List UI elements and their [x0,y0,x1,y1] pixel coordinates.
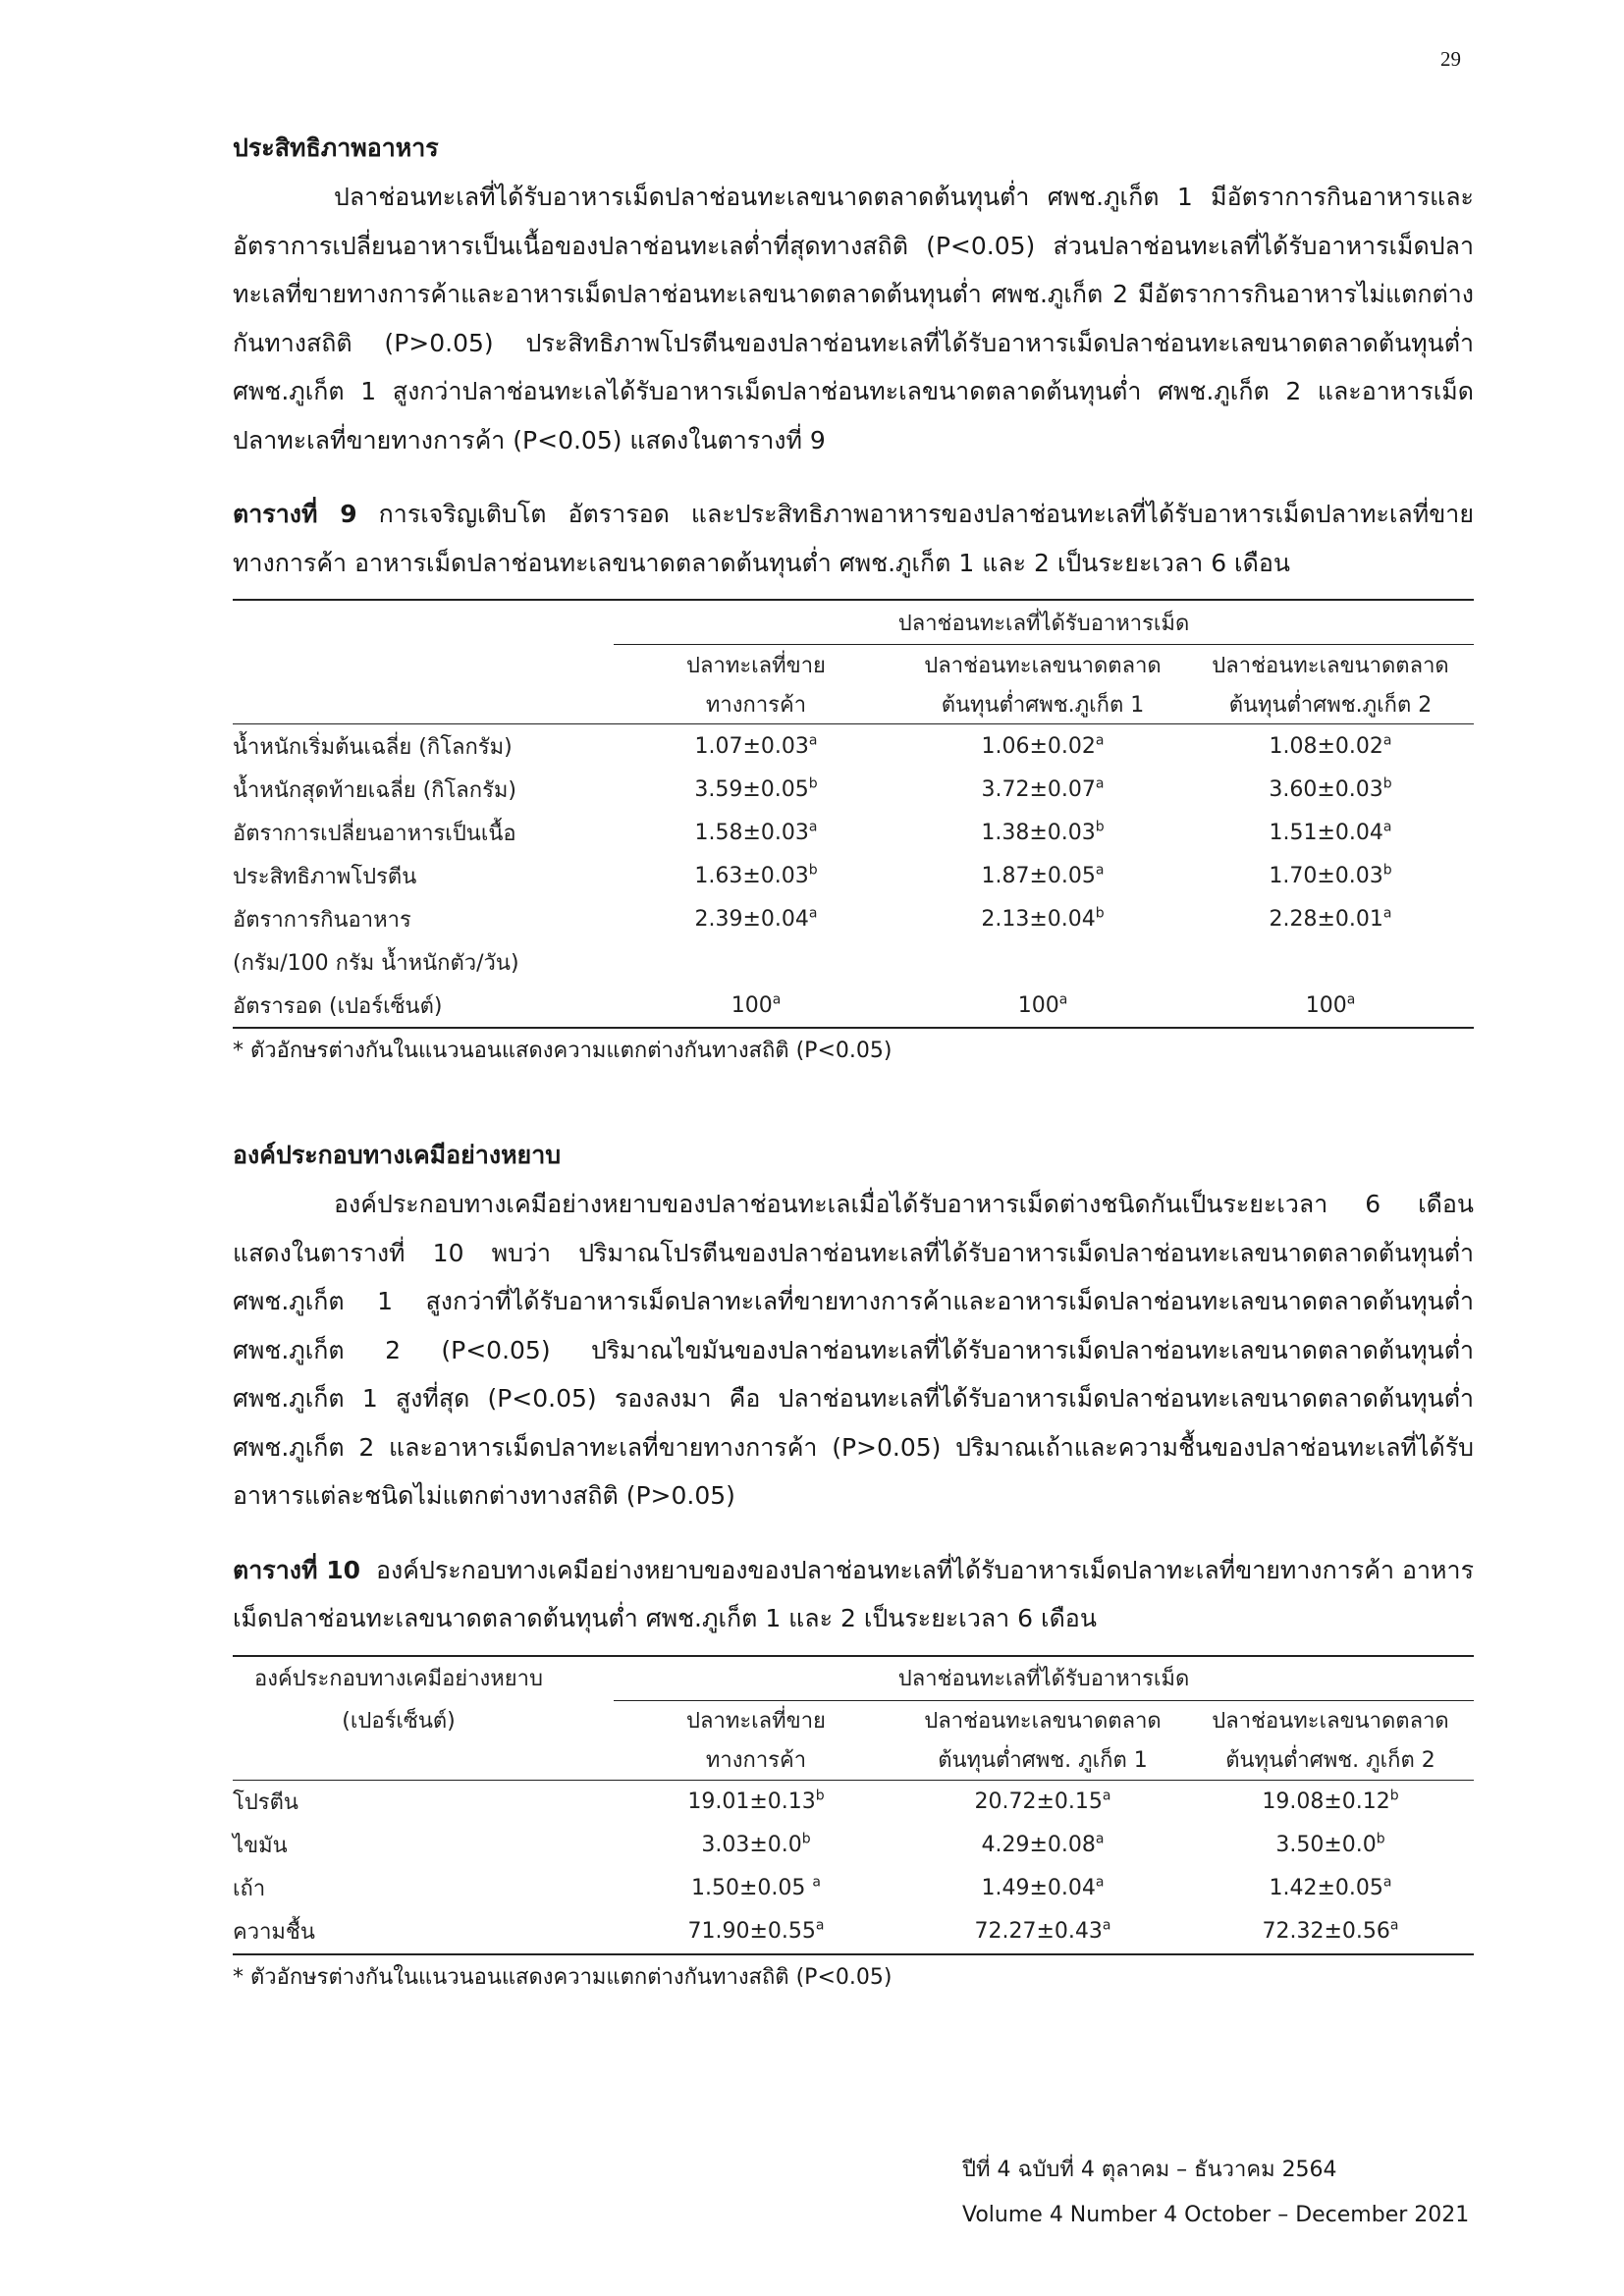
table-cell: 20.72±0.15$^a$ [898,1780,1187,1824]
table-cell: 3.03±0.0$^b$ [701,1831,811,1857]
table10-col1-header-line2: ทางการค้า [705,1748,807,1773]
proximate-composition-paragraph: องค์ประกอบทางเคมีอย่างหยาบของปลาช่อนทะเลเมื่อได้รับอาหารเม็ดต่างชนิดกันเป็นระยะเวลา 6 เดือน แสดงในตารางที่ 10 พบว่า ปริมาณโปรตีนของปลาช่อนทะเลที่ได้รับอาหารเม็ดปลาช่อนทะเลขนาดตลาดต้นทุนต่ำ ศพช.ภูเก็ต 1 สูงกว่าที่ได้รับอาหารเม็ดปลาทะเลที่ขายทางการค้าและอาหารเม็ดปลาช่อนทะเลขนาดตลาดต้นทุนต่ำ ศพช.ภูเก็ต 2 (P<0.05) ปริมาณไขมันของปลาช่อนทะเลที่ได้รับอาหารเม็ดปลาช่อนทะเลขนาดตลาดต้นทุนต่ำ ศพช.ภูเก็ต 1 สูงที่สุด (P<0.05) รองลงมา คือ ปลาช่อนทะเลที่ได้รับอาหารเม็ดปลาช่อนทะเลขนาดตลาดต้นทุนต่ำ ศพช.ภูเก็ต 2 และอาหารเม็ดปลาทะเลที่ขายทางการค้า (P>0.05) ปริมาณเถ้าและความชื้นของปลาช่อนทะเลที่ได้รับอาหารแต่ละชนิดไม่แตกต่างทางสถิติ (P>0.05) [233,1190,1474,1510]
row-label: อัตราการเปลี่ยนอาหารเป็นเนื้อ [233,821,516,846]
section-heading-proximate-composition: องค์ประกอบทางเคมีอย่างหยาบ [233,1141,562,1169]
row-label: อัตราการกินอาหาร [233,907,411,933]
table-cell: 2.28±0.01$^a$ [1269,905,1392,932]
table-cell: 2.13±0.04$^b$ [981,905,1105,932]
row-label: น้ำหนักสุดท้ายเฉลี่ย (กิโลกรัม) [233,777,517,803]
row-label: อัตรารอด (เปอร์เซ็นต์) [233,984,614,1028]
table-row [233,811,1474,854]
table10-col3-header: ปลาช่อนทะเลขนาดตลาด [1212,1709,1449,1734]
table10-row-header-unit: (เปอร์เซ็นต์) [342,1708,456,1734]
table9-col3-header: ปลาช่อนทะเลขนาดตลาด [1212,653,1449,678]
table-cell: 1.49±0.04$^a$ [981,1874,1105,1900]
table-cell: 100$^a$ [614,984,898,1028]
page-content [233,124,1474,1995]
table-cell: 3.72±0.07$^a$ [981,775,1105,802]
table-cell: 72.27±0.43$^a$ [898,1910,1187,1954]
table-cell: 1.07±0.03$^a$ [614,724,898,769]
table9-col2-header: ปลาช่อนทะเลขนาดตลาด [924,653,1162,678]
table-cell: 4.29±0.08$^a$ [981,1831,1105,1857]
table-cell: 1.38±0.03$^b$ [981,819,1105,845]
row-label: น้ำหนักเริ่มต้นเฉลี่ย (กิโลกรัม) [233,724,614,769]
table10-col2-header: ปลาช่อนทะเลขนาดตลาด [924,1709,1162,1734]
table-row [233,1867,1474,1910]
table9-caption-text: การเจริญเติบโต อัตรารอด และประสิทธิภาพอาหารของปลาช่อนทะเลที่ได้รับอาหารเม็ดปลาทะเลที่ขายทางการค้า อาหารเม็ดปลาช่อนทะเลขนาดตลาดต้นทุนต่ำ ศพช.ภูเก็ต 1 และ 2 เป็นระยะเวลา 6 เดือน [233,500,1474,577]
table-cell: 1.51±0.04$^a$ [1269,819,1392,845]
table10-col2-header-line2: ต้นทุนต่ำศพช. ภูเก็ต 1 [938,1748,1148,1773]
row-label: ความชื้น [233,1910,614,1954]
table-cell: 1.06±0.02$^a$ [898,724,1187,769]
table-cell: 1.87±0.05$^a$ [981,862,1105,888]
table-row [233,940,1474,984]
table10-row-header: องค์ประกอบทางเคมีอย่างหยาบ [233,1656,614,1701]
table-cell: 3.59±0.05$^b$ [694,775,818,802]
table9-col3-header-line2: ต้นทุนต่ำศพช.ภูเก็ต 2 [1228,692,1433,718]
footer-thai-issue: ปีที่ 4 ฉบับที่ 4 ตุลาคม – ธันวาคม 2564 [962,2158,1337,2182]
table9-caption-label: ตารางที่ 9 [233,500,357,528]
feed-efficiency-paragraph: ปลาช่อนทะเลที่ได้รับอาหารเม็ดปลาช่อนทะเลขนาดตลาดต้นทุนต่ำ ศพช.ภูเก็ต 1 มีอัตราการกินอาหารและอัตราการเปลี่ยนอาหารเป็นเนื้อของปลาช่อนทะเลต่ำที่สุดทางสถิติ (P<0.05) ส่วนปลาช่อนทะเลที่ได้รับอาหารเม็ดปลาทะเลที่ขายทางการค้าและอาหารเม็ดปลาช่อนทะเลขนาดตลาดต้นทุนต่ำ ศพช.ภูเก็ต 2 มีอัตราการกินอาหารไม่แตกต่างกันทางสถิติ (P>0.05) ประสิทธิภาพโปรตีนของปลาช่อนทะเลที่ได้รับอาหารเม็ดปลาช่อนทะเลขนาดตลาดต้นทุนต่ำ ศพช.ภูเก็ต 1 สูงกว่าปลาช่อนทะเลได้รับอาหารเม็ดปลาช่อนทะเลขนาดตลาดต้นทุนต่ำ ศพช.ภูเก็ต 2 และอาหารเม็ดปลาทะเลที่ขายทางการค้า (P<0.05) แสดงในตารางที่ 9 [233,183,1474,454]
table-cell: 71.90±0.55$^a$ [614,1910,898,1954]
table9-col1-header: ปลาทะเลที่ขาย [686,653,826,678]
table-row [233,854,1474,897]
table10-col3-header-line2: ต้นทุนต่ำศพช. ภูเก็ต 2 [1225,1748,1435,1773]
page-number: 29 [1440,47,1461,71]
table-cell: 2.39±0.04$^a$ [694,905,818,932]
table9-footnote: * ตัวอักษรต่างกันในแนวนอนแสดงความแตกต่างกันทางสถิติ (P<0.05) [233,1039,893,1063]
table-cell: 1.42±0.05$^a$ [1269,1874,1392,1900]
table-row [233,897,1474,940]
table10-footnote: * ตัวอักษรต่างกันในแนวนอนแสดงความแตกต่างกันทางสถิติ (P<0.05) [233,1964,893,1990]
table10-col1-header: ปลาทะเลที่ขาย [686,1709,826,1734]
table-row [233,984,1474,1028]
row-label: ไขมัน [233,1834,288,1858]
table-row [233,724,1474,769]
table9 [233,599,1474,1029]
table9-corner [233,600,614,645]
table10-caption-text: องค์ประกอบทางเคมีอย่างหยาบของของปลาช่อนทะเลที่ได้รับอาหารเม็ดปลาทะเลที่ขายทางการค้า อาหารเม็ดปลาช่อนทะเลขนาดตลาดต้นทุนต่ำ ศพช.ภูเก็ต 1 และ 2 เป็นระยะเวลา 6 เดือน [233,1555,1474,1632]
row-label-continuation: (กรัม/100 กรัม น้ำหนักตัว/วัน) [233,950,519,976]
table-row [233,1824,1474,1867]
table10-group-header: ปลาช่อนทะเลที่ได้รับอาหารเม็ด [614,1656,1474,1701]
table-row [233,1910,1474,1954]
table9-col1-header-line2: ทางการค้า [705,692,807,718]
table-cell: 1.50±0.05 $^a$ [691,1874,821,1900]
table-cell: 72.32±0.56$^a$ [1187,1910,1474,1954]
table-row [233,1780,1474,1824]
table10-caption [233,1546,1474,1643]
section-heading-feed-efficiency: ประสิทธิภาพอาหาร [233,133,439,162]
table-row [233,768,1474,811]
table10-caption-label: ตารางที่ 10 [233,1555,360,1584]
table10 [233,1655,1474,1955]
table-cell: 100$^a$ [1187,984,1474,1028]
table-cell: 19.01±0.13$^b$ [614,1780,898,1824]
table-cell: 19.08±0.12$^b$ [1187,1780,1474,1824]
table-cell: 3.50±0.0$^b$ [1275,1831,1385,1857]
journal-footer [962,2148,1469,2238]
row-label: ประสิทธิภาพโปรตีน [233,864,417,889]
table-cell: 100$^a$ [898,984,1187,1028]
table9-caption [233,490,1474,587]
table-cell: 1.08±0.02$^a$ [1187,724,1474,769]
row-label: โปรตีน [233,1780,614,1824]
row-label: เถ้า [233,1877,266,1901]
footer-english-issue: Volume 4 Number 4 October – December 2021 [962,2203,1470,2227]
table9-group-header: ปลาช่อนทะเลที่ได้รับอาหารเม็ด [614,600,1474,645]
table9-col2-header-line2: ต้นทุนต่ำศพช.ภูเก็ต 1 [941,692,1145,718]
table-cell: 1.58±0.03$^a$ [694,819,818,845]
table-cell: 3.60±0.03$^b$ [1269,775,1392,802]
table-cell: 1.63±0.03$^b$ [694,862,818,888]
table-cell: 1.70±0.03$^b$ [1269,862,1392,888]
